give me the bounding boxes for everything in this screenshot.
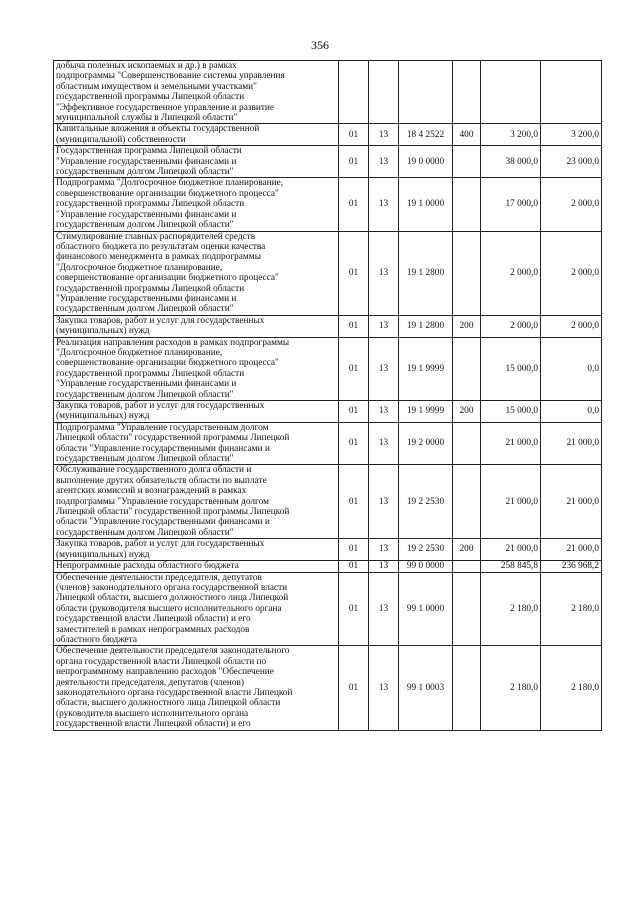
amount-year-1: 15 000,0 — [481, 337, 541, 400]
table-row — [54, 337, 602, 400]
target-article-code: 19 1 2800 — [399, 315, 453, 337]
amount-year-2: 0,0 — [541, 337, 602, 400]
amount-year-2: 236 968,2 — [541, 561, 602, 572]
subsection-code: 13 — [369, 178, 399, 231]
section-code: 01 — [339, 422, 369, 465]
row-description: Закупка товаров, работ и услуг для государственных (муниципальных) нужд — [54, 401, 339, 423]
amount-year-1: 2 000,0 — [481, 231, 541, 315]
row-description: Закупка товаров, работ и услуг для государственных (муниципальных) нужд — [54, 315, 339, 337]
table-row — [54, 646, 602, 730]
subsection-code: 13 — [369, 572, 399, 646]
target-article-code — [399, 61, 453, 124]
target-article-code: 19 1 9999 — [399, 401, 453, 423]
table-row — [54, 539, 602, 561]
subsection-code: 13 — [369, 124, 399, 146]
row-description: Государственная программа Липецкой области "Управление государственными финансами и государственным долгом Липецкой области" — [54, 146, 339, 178]
expense-type-code: 200 — [453, 315, 481, 337]
target-article-code: 18 4 2522 — [399, 124, 453, 146]
page-number: 356 — [311, 38, 329, 52]
amount-year-2: 21 000,0 — [541, 465, 602, 539]
expense-type-code — [453, 61, 481, 124]
section-code: 01 — [339, 401, 369, 423]
row-description: добыча полезных ископаемых и др.) в рамках подпрограммы "Совершенствование системы управления областным имуществом и земельными участками" государственной программы Липецкой области "Эффективное государственное управление и развитие муниципальной службы в Липецкой области" — [54, 61, 339, 124]
row-description: Капитальные вложения в объекты государственной (муниципальной) собственности — [54, 124, 339, 146]
section-code: 01 — [339, 178, 369, 231]
table-row — [54, 422, 602, 465]
section-code: 01 — [339, 337, 369, 400]
amount-year-2: 21 000,0 — [541, 539, 602, 561]
subsection-code: 13 — [369, 646, 399, 730]
amount-year-2: 2 000,0 — [541, 178, 602, 231]
row-description: Обеспечение деятельности председателя, депутатов (членов) законодательного органа государственной власти Липецкой области, высшего должностного лица Липецкой области (руководителя высшего исполнительного органа государственной власти Липецкой области) и его заместителей в рамках непрограммных расходов областного бюджета — [54, 572, 339, 646]
subsection-code: 13 — [369, 539, 399, 561]
amount-year-1: 21 000,0 — [481, 539, 541, 561]
section-code: 01 — [339, 231, 369, 315]
target-article-code: 99 0 0000 — [399, 561, 453, 572]
subsection-code: 13 — [369, 561, 399, 572]
expense-type-code — [453, 146, 481, 178]
section-code: 01 — [339, 124, 369, 146]
table-row — [54, 401, 602, 423]
amount-year-2: 2 180,0 — [541, 572, 602, 646]
table-row — [54, 124, 602, 146]
expense-type-code — [453, 422, 481, 465]
expense-type-code — [453, 231, 481, 315]
row-description: Стимулирование главных распорядителей средств областного бюджета по результатам оценки качества финансового менеджмента в рамках подпрограммы "Долгосрочное бюджетное планирование, совершенствование организации бюджетного процесса" государственной программы Липецкой области "Управление государственными финансами и государственным долгом Липецкой области" — [54, 231, 339, 315]
budget-table — [53, 60, 602, 731]
amount-year-1: 38 000,0 — [481, 146, 541, 178]
target-article-code: 19 2 2530 — [399, 465, 453, 539]
amount-year-2: 3 200,0 — [541, 124, 602, 146]
subsection-code: 13 — [369, 146, 399, 178]
target-article-code: 19 1 2800 — [399, 231, 453, 315]
amount-year-2: 2 000,0 — [541, 315, 602, 337]
amount-year-1: 258 845,8 — [481, 561, 541, 572]
amount-year-1: 2 180,0 — [481, 572, 541, 646]
table-row — [54, 146, 602, 178]
section-code — [339, 61, 369, 124]
table-row — [54, 315, 602, 337]
expense-type-code — [453, 465, 481, 539]
row-description: Обеспечение деятельности председателя законодательного органа государственной власти Липецкой области по непрограммному направлению расходов "Обеспечение деятельности председателя, депутатов (членов) законодательного органа государственной власти Липецкой области, высшего должностного лица Липецкой области (руководителя высшего исполнительного органа государственной власти Липецкой области) и его — [54, 646, 339, 730]
amount-year-2: 23 000,0 — [541, 146, 602, 178]
amount-year-2: 21 000,0 — [541, 422, 602, 465]
amount-year-1: 3 200,0 — [481, 124, 541, 146]
target-article-code: 19 1 0000 — [399, 178, 453, 231]
table-row — [54, 178, 602, 231]
expense-type-code — [453, 337, 481, 400]
amount-year-2: 2 000,0 — [541, 231, 602, 315]
target-article-code: 99 1 0000 — [399, 572, 453, 646]
amount-year-1: 17 000,0 — [481, 178, 541, 231]
amount-year-1: 21 000,0 — [481, 422, 541, 465]
section-code: 01 — [339, 646, 369, 730]
subsection-code: 13 — [369, 315, 399, 337]
target-article-code: 19 2 2530 — [399, 539, 453, 561]
amount-year-1 — [481, 61, 541, 124]
subsection-code: 13 — [369, 337, 399, 400]
expense-type-code — [453, 178, 481, 231]
amount-year-2: 0,0 — [541, 401, 602, 423]
table-row — [54, 465, 602, 539]
table-row — [54, 231, 602, 315]
expense-type-code — [453, 561, 481, 572]
section-code: 01 — [339, 572, 369, 646]
section-code: 01 — [339, 146, 369, 178]
target-article-code: 19 2 0000 — [399, 422, 453, 465]
amount-year-1: 2 000,0 — [481, 315, 541, 337]
table-row — [54, 561, 602, 572]
row-description: Непрограммные расходы областного бюджета — [54, 561, 339, 572]
section-code: 01 — [339, 539, 369, 561]
amount-year-2 — [541, 61, 602, 124]
expense-type-code: 400 — [453, 124, 481, 146]
amount-year-1: 2 180,0 — [481, 646, 541, 730]
subsection-code: 13 — [369, 422, 399, 465]
target-article-code: 99 1 0003 — [399, 646, 453, 730]
target-article-code: 19 1 9999 — [399, 337, 453, 400]
amount-year-2: 2 180,0 — [541, 646, 602, 730]
table-row — [54, 572, 602, 646]
expense-type-code — [453, 646, 481, 730]
subsection-code: 13 — [369, 231, 399, 315]
row-description: Обслуживание государственного долга области и выполнение других обязательств области по выплате агентских комиссий и вознаграждений в рамках подпрограммы "Управление государственным долгом Липецкой области" государственной программы Липецкой области "Управление государственными финансами и государственным долгом Липецкой области" — [54, 465, 339, 539]
section-code: 01 — [339, 561, 369, 572]
section-code: 01 — [339, 315, 369, 337]
amount-year-1: 15 000,0 — [481, 401, 541, 423]
row-description: Подпрограмма "Управление государственным долгом Липецкой области" государственной программы Липецкой области "Управление государственными финансами и государственным долгом Липецкой области" — [54, 422, 339, 465]
expense-type-code: 200 — [453, 539, 481, 561]
subsection-code: 13 — [369, 465, 399, 539]
row-description: Закупка товаров, работ и услуг для государственных (муниципальных) нужд — [54, 539, 339, 561]
expense-type-code — [453, 572, 481, 646]
row-description: Реализация направления расходов в рамках подпрограммы "Долгосрочное бюджетное планирование, совершенствование организации бюджетного процесса" государственной программы Липецкой области "Управление государственными финансами и государственным долгом Липецкой области" — [54, 337, 339, 400]
subsection-code — [369, 61, 399, 124]
target-article-code: 19 0 0000 — [399, 146, 453, 178]
table-row — [54, 61, 602, 124]
amount-year-1: 21 000,0 — [481, 465, 541, 539]
row-description: Подпрограмма "Долгосрочное бюджетное планирование, совершенствование организации бюджетного процесса" государственной программы Липецкой области "Управление государственными финансами и государственным долгом Липецкой области" — [54, 178, 339, 231]
section-code: 01 — [339, 465, 369, 539]
subsection-code: 13 — [369, 401, 399, 423]
expense-type-code: 200 — [453, 401, 481, 423]
